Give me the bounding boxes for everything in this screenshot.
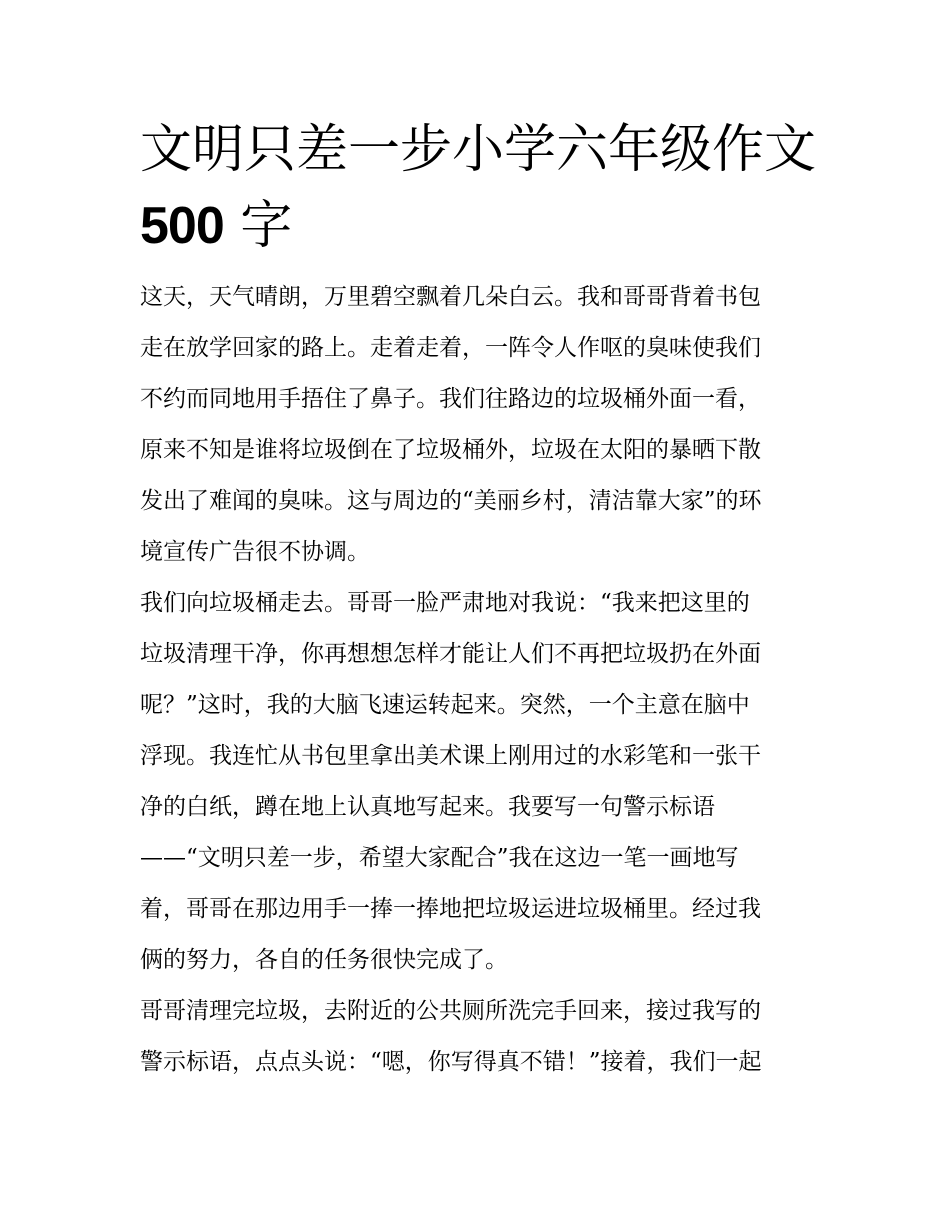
text-line: 着，哥哥在那边用手一捧一捧地把垃圾运进垃圾桶里。经过我 — [140, 896, 761, 922]
page-title — [140, 112, 830, 264]
title-number: 500 — [140, 197, 224, 255]
text-line: 垃圾清理干净，你再想想怎样才能让人们不再把垃圾扔在外面 — [140, 641, 761, 667]
text-line: 走在放学回家的路上。走着走着，一阵令人作呕的臭味使我们 — [140, 335, 761, 361]
text-line: 这天，天气晴朗，万里碧空飘着几朵白云。我和哥哥背着书包 — [140, 284, 761, 310]
text-line: 发出了难闻的臭味。这与周边的“美丽乡村，清洁靠大家”的环 — [140, 488, 762, 514]
text-line: 净的白纸，蹲在地上认真地写起来。我要写一句警示标语 — [140, 794, 715, 820]
title-line-1: 文明只差一步小学六年级作文 — [140, 120, 817, 180]
essay-body — [140, 272, 830, 1088]
text-line: 浮现。我连忙从书包里拿出美术课上刚用过的水彩笔和一张干 — [140, 743, 761, 769]
text-line: 警示标语，点点头说：“嗯，你写得真不错！”接着，我们一起 — [140, 1049, 762, 1075]
text-line: 原来不知是谁将垃圾倒在了垃圾桶外，垃圾在太阳的暴晒下散 — [140, 437, 761, 463]
text-line: 境宣传广告很不协调。 — [140, 539, 370, 565]
text-line: ——“文明只差一步，希望大家配合”我在这边一笔一画地写 — [140, 845, 739, 871]
text-line: 呢？”这时，我的大脑飞速运转起来。突然，一个主意在脑中 — [140, 692, 750, 718]
text-line: 哥哥清理完垃圾，去附近的公共厕所洗完手回来，接过我写的 — [140, 998, 761, 1024]
text-line: 不约而同地用手捂住了鼻子。我们往路边的垃圾桶外面一看， — [140, 386, 761, 412]
text-line: 俩的努力，各自的任务很快完成了。 — [140, 947, 508, 973]
text-line: 我们向垃圾桶走去。哥哥一脸严肃地对我说：“我来把这里的 — [140, 590, 750, 616]
title-suffix: 字 — [223, 196, 293, 256]
